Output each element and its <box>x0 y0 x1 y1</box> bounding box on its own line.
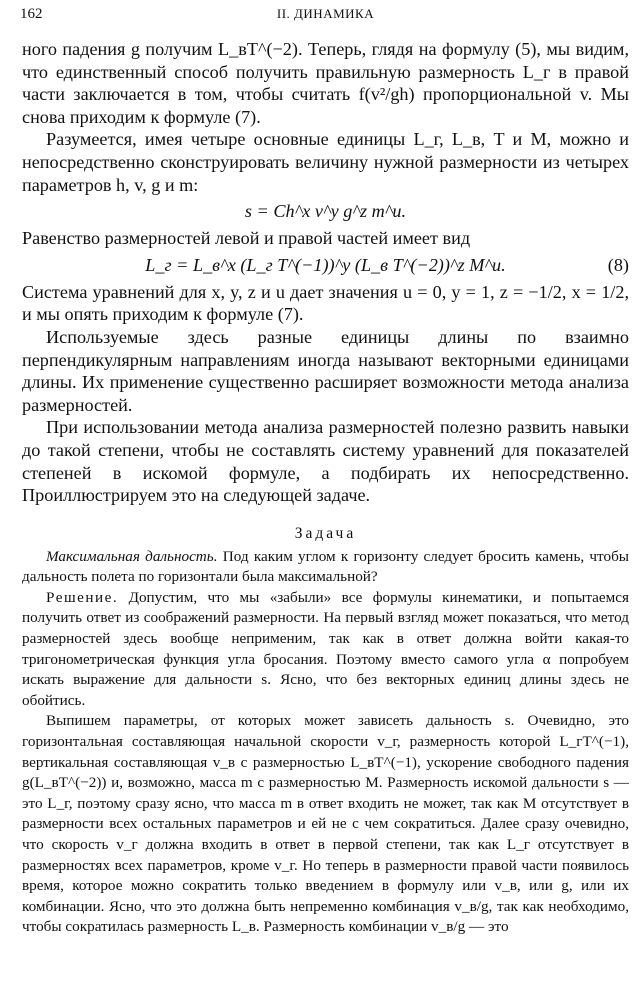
problem-statement <box>22 547 629 588</box>
formula-1 <box>22 196 629 227</box>
paragraph-2: Разумеется, имея четыре основные единицы L_г, L_в, T и M, можно и непосредственно сконструировать величину нужной размерности из четырех параметров h, v, g и m: <box>22 129 629 195</box>
main-text <box>22 38 629 507</box>
paragraph-6: При использовании метода анализа размерностей полезно развить навыки до такой степени, чтобы не составлять систему уравнений для показателей степеней в искомой формуле, а подбирать их непосредственно. Проиллюстрируем это на следующей задаче. <box>22 417 629 506</box>
page <box>22 0 629 938</box>
running-header <box>22 0 629 26</box>
formula-2 <box>22 250 629 281</box>
formula-1-text: s = Ch^x v^y g^z m^u. <box>244 201 407 222</box>
chapter-title: II. ДИНАМИКА <box>276 6 375 21</box>
paragraph-1: ного падения g получим L_вT^(−2). Теперь, глядя на формулу (5), мы видим, что единственный способ получить правильную размерность L_г в правой части заключается в том, чтобы считать f(v²/gh) пропорциональной v. Мы снова приходим к формуле (7). <box>22 39 629 127</box>
solution-paragraph-2: Выпишем параметры, от которых может зависеть дальность s. Очевидно, это горизонтальная составляющая начальной скорости v_г, размерность которой L_гT^(−1), вертикальная составляющая v_в с размерностью L_вT^(−1), ускорение свободного падения g(L_вT^(−2)) и, возможно, масса m с размерностью M. Размерность искомой дальности s — это L_г, поэтому сразу ясно, что масса m в ответ входить не может, так как M отсутствует в размерности всех остальных параметров и ей не с чем сократиться. Далее сразу очевидно, что скорость v_г должна входить в ответ в первой степени, так как L_г отсутствует в размерностях всех параметров, кроме v_г. Но теперь в размерности правой части появилось время, которое можно сократить только введением в формулу или v_в, или g, или их комбинации. Ясно, что это должна быть непременно комбинация v_в/g, так как необходимо, чтобы сократилась размерность L_в. Размерность комбинации v_в/g — это <box>22 712 629 936</box>
problem-heading: Задача <box>294 524 357 542</box>
paragraph-5: Используемые здесь разные единицы длины по взаимно перпендикулярным направлениям иногда называют векторными единицами длины. Их применение существенно расширяет возможности метода анализа размерностей. <box>22 326 629 415</box>
page-number: 162 <box>20 6 43 22</box>
solution-label: Решение. <box>46 588 119 606</box>
problem-text: Под каким углом к горизонту следует бросить камень, чтобы дальность полета по горизонтали была максимальной? <box>22 547 629 586</box>
equation-number: (8) <box>607 254 629 275</box>
problem-title: Максимальная дальность. <box>46 547 218 565</box>
problem-block <box>22 547 629 938</box>
formula-2-text: L_г = L_в^x (L_г T^(−1))^y (L_в T^(−2))^z M^u. <box>145 254 506 275</box>
solution-paragraph-1 <box>22 588 629 712</box>
paragraph-4: Система уравнений для x, y, z и u дает значения u = 0, y = 1, z = −1/2, x = 1/2, и мы опять приходим к формуле (7). <box>22 281 629 325</box>
paragraph-3: Равенство размерностей левой и правой частей имеет вид <box>22 228 471 249</box>
solution-text-1: Допустим, что мы «забыли» все формулы кинематики, и попытаемся получить ответ из соображений размерности. На первый взгляд может показаться, что метод размерностей здесь вообще неприменим, так как в ответ должна войти какая-то тригонометрическая функция угла бросания. Поэтому вместо самого угла α попробуем искать выражение для дальности s. Ясно, что без векторных единиц длины здесь не обойтись. <box>22 588 629 709</box>
